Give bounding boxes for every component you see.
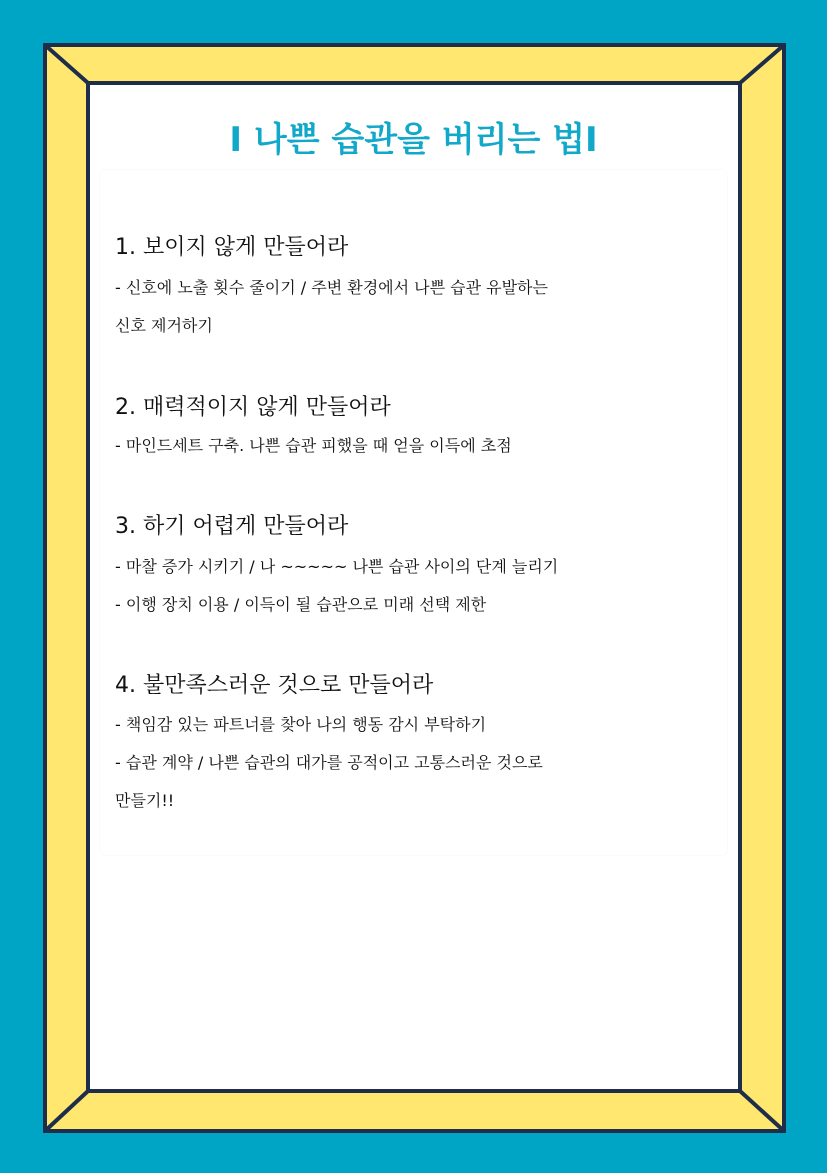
page-title: I 나쁜 습관을 버리는 법I	[229, 120, 598, 160]
section-3-line-2: - 이행 장치 이용 / 이득이 될 습관으로 미래 선택 제한	[115, 595, 487, 614]
section-3-line-1: - 마찰 증가 시키기 / 나 ~~~~~ 나쁜 습관 사이의 단계 늘리기	[115, 557, 559, 576]
section-4-line-2: - 습관 계약 / 나쁜 습관의 대가를 공적이고 고통스러운 것으로	[115, 753, 543, 772]
section-1-heading: 1. 보이지 않게 만들어라	[115, 235, 349, 260]
section-1-line-2: 신호 제거하기	[115, 316, 213, 335]
section-3-heading: 3. 하기 어렵게 만들어라	[115, 514, 349, 539]
section-4-heading: 4. 불만족스러운 것으로 만들어라	[115, 673, 434, 698]
section-4-line-3: 만들기!!	[115, 791, 175, 810]
section-2-line-1: - 마인드세트 구축. 나쁜 습관 피했을 때 얻을 이득에 초점	[115, 436, 512, 455]
section-1-line-1: - 신호에 노출 횟수 줄이기 / 주변 환경에서 나쁜 습관 유발하는	[115, 278, 548, 297]
section-4-line-1: - 책임감 있는 파트너를 찾아 나의 행동 감시 부탁하기	[115, 715, 487, 734]
section-2-heading: 2. 매력적이지 않게 만들어라	[115, 395, 391, 420]
